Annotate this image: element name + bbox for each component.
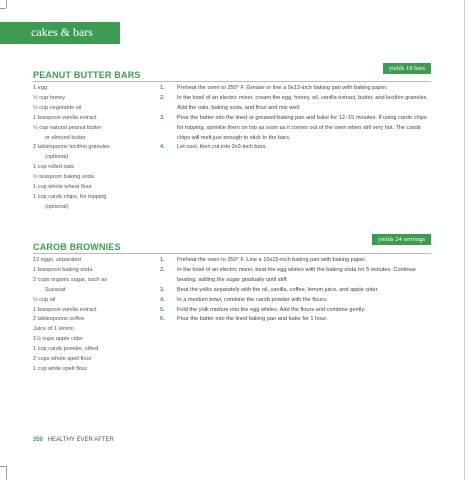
ingredient: 1 teaspoon vanilla extract: [33, 306, 97, 313]
step-text: Fold the yolk mixture into the egg whites. Add the flours and combine gently.: [177, 306, 366, 313]
step-number: 2.: [160, 266, 165, 273]
step-number: 3.: [160, 114, 165, 121]
ingredient: ½ cup honey: [33, 94, 66, 101]
step-number: 5.: [160, 306, 165, 313]
ingredient: 1 cup carob chips, for topping: [33, 193, 107, 200]
step-number: 1.: [160, 85, 165, 91]
step: [160, 143, 432, 153]
step: [160, 114, 432, 144]
section-header-label: cakes & bars: [31, 25, 93, 39]
ingredient: (optional): [45, 154, 69, 161]
recipe1-title: PEANUT BUTTER BARS: [33, 70, 141, 80]
recipe2-title: CAROB BROWNIES: [33, 242, 121, 252]
crop-mark: [6, 0, 7, 8]
step-number: 1.: [160, 257, 165, 263]
ingredient: 2 cups organic sugar, such as: [33, 276, 108, 283]
step-text: Pour the batter into the lined baking pan and bake for 1 hour.: [177, 316, 328, 323]
book-title: HEALTHY EVER AFTER: [47, 437, 114, 443]
step-number: 2.: [160, 94, 165, 101]
ingredient: ½ cup oil: [33, 296, 56, 303]
ingredient: 1 egg: [33, 85, 47, 91]
recipe1-steps: [160, 84, 432, 153]
page-number: 350: [33, 437, 44, 443]
crop-mark: [464, 0, 465, 480]
ingredient: ½ teaspoon baking soda: [33, 174, 94, 181]
ingredient: (optional): [45, 203, 69, 210]
ingredient: 1 teaspoon baking soda: [33, 266, 93, 273]
step-number: 6.: [160, 316, 165, 323]
ingredient: ½ cup natural peanut butter: [33, 124, 102, 131]
recipe2-ingredients: [33, 256, 158, 375]
ingredient: 1 cup rolled oats: [33, 164, 75, 171]
ingredient: 1 cup carob powder, sifted: [33, 346, 99, 353]
step-text: Pour the batter into the lined or greased baking pan and bake for 12–15 minutes. If using carob chips for topping, sprinkle them on top as soon as it comes out of the oven when still very hot. The carob chips will melt just enough to stick to the bars.: [177, 114, 427, 141]
step-text: In the bowl of an electric mixer, beat the egg whites with the baking soda for 5 minutes. Continue beating, adding the sugar gradually until stiff.: [177, 266, 416, 283]
step: [160, 286, 432, 296]
crop-mark: [0, 466, 6, 467]
step-number: 3.: [160, 286, 165, 293]
step: [160, 306, 432, 316]
crop-mark: [0, 8, 6, 9]
step: [160, 315, 432, 325]
ingredient: or almond butter: [45, 134, 86, 141]
ingredient: 2 tablespoons lecithin granules: [33, 144, 110, 151]
step-number: 4.: [160, 144, 165, 151]
ingredient: ½ cup vegetable oil: [33, 104, 82, 111]
recipe2-divider: [33, 253, 431, 254]
crop-mark: [6, 466, 7, 480]
ingredient: 1½ cups apple cider: [33, 336, 84, 343]
step-text: Preheat the oven to 350° F. Grease or line a 9x13-inch baking pan with baking paper.: [177, 85, 388, 91]
step-text: In a medium bowl, combine the carob powder with the flours.: [177, 296, 328, 303]
ingredient: 12 eggs, separated: [33, 257, 81, 263]
ingredient: Sucanat: [45, 286, 66, 293]
section-header-band: [0, 22, 120, 44]
step-number: 4.: [160, 296, 165, 303]
page-footer: [33, 437, 114, 443]
recipe1-ingredients: [33, 84, 158, 213]
ingredient: 1 cup white spelt flour: [33, 365, 88, 372]
ingredient: 2 cups whole spelt flour: [33, 356, 92, 363]
step-text: In the bowl of an electric mixer, cream the egg, honey, oil, vanilla extract, butter, and lecithin granules. Add the oats, baking soda, and flour and mix well.: [177, 94, 429, 111]
step: [160, 256, 432, 266]
step-text: Let cool, then cut into 2x3-inch bars.: [177, 144, 267, 151]
recipe1-yields-badge: yields 18 bars: [383, 63, 431, 74]
recipe1-divider: [33, 81, 431, 82]
recipe2-yields-badge: yields 24 servings: [372, 234, 431, 245]
step: [160, 94, 432, 114]
step-text: Beat the yolks separately with the oil, vanilla, coffee, lemon juice, and apple cider.: [177, 286, 379, 293]
recipe2-steps: [160, 256, 432, 325]
step-text: Preheat the oven to 350° F. Line a 10x15-inch baking pan with baking paper.: [177, 257, 367, 263]
step: [160, 296, 432, 306]
ingredient: 1 teaspoon vanilla extract: [33, 114, 97, 121]
step: [160, 84, 432, 94]
ingredient: Juice of 1 lemon: [33, 326, 74, 333]
ingredient: 2 tablespoons coffee: [33, 316, 85, 323]
ingredient: 1 cup whole wheat flour: [33, 184, 92, 191]
step: [160, 266, 432, 286]
